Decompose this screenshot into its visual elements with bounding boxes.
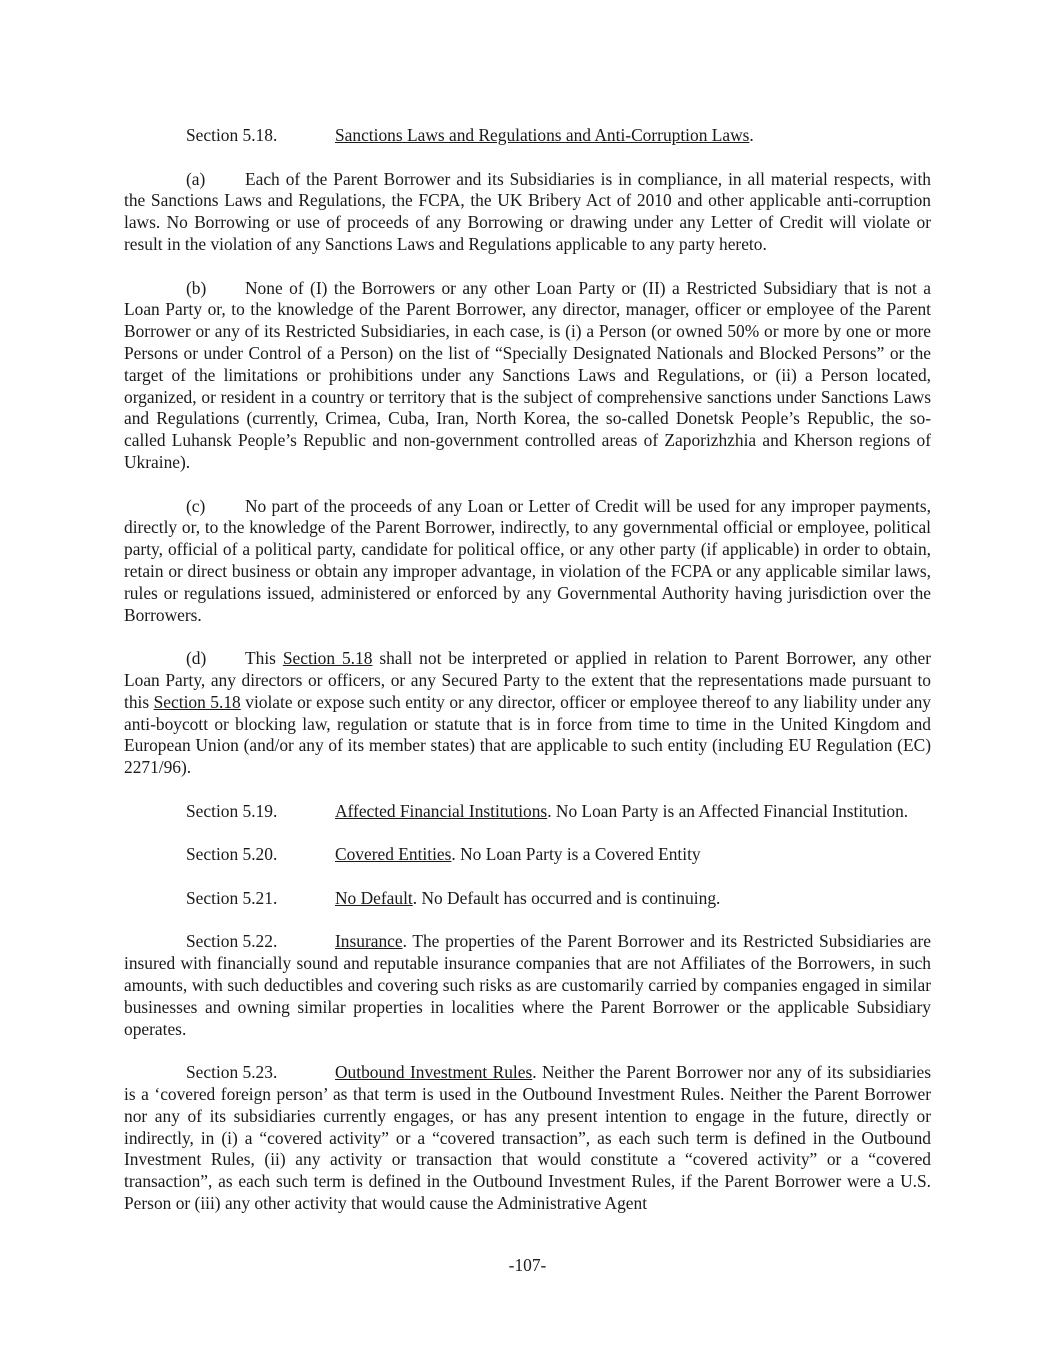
- clause-text: None of (I) the Borrowers or any other Loan Party or (II) a Restricted Subsidiary that is not a Loan Party or, to the knowledge of the Parent Borrower, any director, manager, officer or employee of the Parent Borrower or any of its Restricted Subsidiaries, in each case, is (i) a Person (or owned 50% or more by one or more Persons or under Control of a Person) on the list of “Specially Designated Nationals and Blocked Persons” or the target of the limitations or prohibitions under any Sanctions Laws and Regulations, or (ii) a Person located, organized, or resident in a country or territory that is the subject of comprehensive sanctions under Sanctions Laws and Regulations (currently, Crimea, Cuba, Iran, North Korea, the so-called Donetsk People’s Republic, the so-called Luhansk People’s Republic and non-government controlled areas of Zaporizhzhia and Kherson regions of Ukraine).: [124, 277, 931, 472]
- section-text: . No Loan Party is a Covered Entity: [451, 844, 701, 865]
- section-title: Insurance: [335, 931, 403, 952]
- section-text: . No Default has occurred and is continuing.: [412, 887, 721, 908]
- section-number: Section 5.21.: [186, 887, 278, 908]
- section-reference: Section 5.18: [153, 691, 241, 712]
- clause-text: No part of the proceeds of any Loan or Letter of Credit will be used for any improper payments, directly or, to the knowledge of the Parent Borrower, indirectly, to any governmental official or employee, political party, official of a political party, candidate for political office, or any other party (if applicable) in order to obtain, retain or direct business or obtain any improper advantage, in violation of the FCPA or any applicable similar laws, rules or regulations issued, administered or enforced by any Governmental Authority having jurisdiction over the Borrowers.: [124, 495, 931, 625]
- clause-d: (d) This Section 5.18 shall not be interpreted or applied in relation to Parent Borrower, any other Loan Party, any directors or officers, or any Secured Party to the extent that the representations made pursuant to this Section 5.18 violate or expose such entity or any director, officer or employee thereof to any liability under any anti-boycott or blocking law, regulation or statute that is in force from time to time in the United Kingdom and European Union (and/or any of its member states) that are applicable to such entity (including EU Regulation (EC) 2271/96).: [124, 648, 932, 778]
- section-title: Covered Entities: [335, 844, 452, 865]
- clause-text: Each of the Parent Borrower and its Subsidiaries is in compliance, in all material respects, with the Sanctions Laws and Regulations, the FCPA, the UK Bribery Act of 2010 and other applicable anti-corruption laws. No Borrowing or use of proceeds of any Borrowing or drawing under any Letter of Credit will violate or result in the violation of any Sanctions Laws and Regulations applicable to any party hereto.: [124, 168, 931, 254]
- document-body: [124, 125, 931, 1237]
- page-number: -107-: [508, 1255, 547, 1275]
- clause-number: (a): [186, 168, 206, 189]
- section-title: Affected Financial Institutions: [335, 800, 548, 821]
- section-5-18-heading: Section 5.18. Sanctions Laws and Regulations and Anti-Corruption Laws.: [186, 125, 754, 145]
- clause-a: [124, 169, 931, 256]
- section-text: . Neither the Parent Borrower nor any of its subsidiaries is a ‘covered foreign person’ as that term is used in the Outbound Investment Rules. Neither the Parent Borrower nor any of its subsidiaries currently engages, or has any present intention to engage in the future, directly or indirectly, in (i) a “covered activity” or a “covered transaction”, as each such term is defined in the Outbound Investment Rules, (ii) any activity or transaction that would constitute a “covered activity” or a “covered transaction”, as each such term is defined in the Outbound Investment Rules, if the Parent Borrower were a U.S. Person or (iii) any other activity that would cause the Administrative Agent: [124, 1062, 931, 1214]
- clause-c: [124, 496, 931, 627]
- section-5-19: [124, 801, 931, 823]
- clause-b: [124, 278, 931, 474]
- section-title: Outbound Investment Rules: [335, 1062, 533, 1083]
- section-5-21: [124, 888, 931, 910]
- section-number: Section 5.20.: [186, 844, 278, 865]
- section-reference: Section 5.18: [282, 648, 373, 669]
- section-5-23: [124, 1062, 931, 1215]
- section-number: Section 5.19.: [186, 800, 278, 821]
- section-text: . No Loan Party is an Affected Financial Institution.: [547, 800, 909, 821]
- clause-number: (c): [186, 495, 206, 516]
- clause-number: (b): [186, 277, 207, 298]
- clause-number: (d): [186, 648, 207, 669]
- section-title: Sanctions Laws and Regulations and Anti-Corruption Laws: [335, 125, 750, 145]
- section-number: Section 5.22.: [186, 931, 278, 952]
- section-title: No Default: [335, 887, 413, 908]
- section-5-20: [124, 844, 931, 866]
- section-number: Section 5.18.: [186, 125, 278, 145]
- section-5-22: [124, 931, 931, 1040]
- section-number: Section 5.23.: [186, 1062, 278, 1083]
- section-text: . The properties of the Parent Borrower and its Restricted Subsidiaries are insured with financially sound and reputable insurance companies that are not Affiliates of the Borrowers, in such amounts, with such deductibles and covering such risks as are customarily carried by companies engaged in similar businesses and owning similar properties in localities where the Parent Borrower or the applicable Subsidiary operates.: [124, 931, 931, 1039]
